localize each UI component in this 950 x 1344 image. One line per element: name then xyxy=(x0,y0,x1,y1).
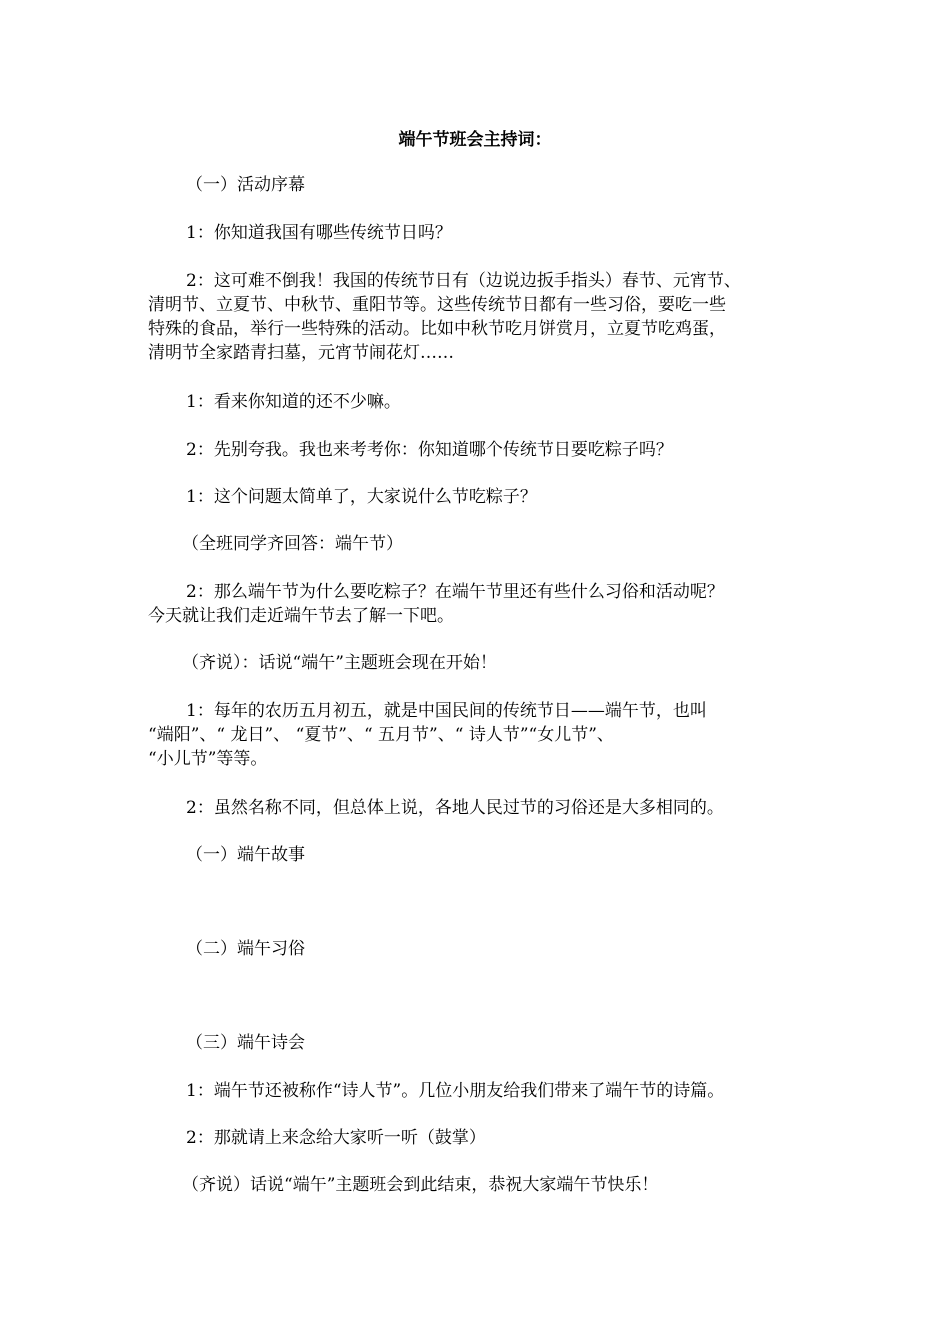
closing-paragraph xyxy=(148,1173,808,1197)
dialogue-paragraph xyxy=(148,699,808,771)
paragraph-line: 特殊的食品，举行一些特殊的活动。比如中秋节吃月饼赏月，立夏节吃鸡蛋， xyxy=(148,319,726,339)
paragraph-line: （齐说）话说“端午”主题班会到此结束，恭祝大家端午节快乐！ xyxy=(182,1175,659,1195)
paragraph-line: （三）端午诗会 xyxy=(186,1033,305,1053)
paragraph-line: （齐说）：话说“端午”主题班会现在开始！ xyxy=(182,653,497,673)
paragraph-line: 清明节、立夏节、中秋节、重阳节等。这些传统节日都有一些习俗，要吃一些 xyxy=(148,295,726,315)
paragraph-line: （一）活动序幕 xyxy=(186,175,305,195)
dialogue-paragraph xyxy=(148,269,808,365)
section-heading-opening xyxy=(148,173,808,197)
paragraph-line: 2：那么端午节为什么要吃粽子？在端午节里还有些什么习俗和活动呢？ xyxy=(186,582,724,602)
paragraph-line: 2：虽然名称不同，但总体上说，各地人民过节的习俗还是大多相同的。 xyxy=(186,798,724,818)
paragraph-line: （一）端午故事 xyxy=(186,845,305,865)
paragraph-line: 2：这可难不倒我！我国的传统节日有（边说边扳手指头）春节、元宵节、 xyxy=(186,271,741,291)
stage-direction xyxy=(148,532,808,556)
dialogue-paragraph xyxy=(148,438,808,462)
section-heading-customs xyxy=(148,937,808,961)
paragraph-line: 清明节全家踏青扫墓，元宵节闹花灯…… xyxy=(148,343,454,363)
page-title: 端午节班会主持词： xyxy=(398,130,552,150)
paragraph-line: 1：你知道我国有哪些传统节日吗？ xyxy=(186,223,452,243)
paragraph-line: 1：端午节还被称作“诗人节”。几位小朋友给我们带来了端午节的诗篇。 xyxy=(186,1081,725,1101)
paragraph-line: “小儿节”等等。 xyxy=(148,749,268,769)
paragraph-line: 1：看来你知道的还不少嘛。 xyxy=(186,392,401,412)
chorus-paragraph xyxy=(148,651,808,675)
dialogue-paragraph xyxy=(148,580,808,628)
section-heading-poetry xyxy=(148,1031,808,1055)
paragraph-line: 2：那就请上来念给大家听一听（鼓掌） xyxy=(186,1128,486,1148)
paragraph-line: 今天就让我们走近端午节去了解一下吧。 xyxy=(148,606,454,626)
paragraph-line: 1：每年的农历五月初五，就是中国民间的传统节日——端午节，也叫 xyxy=(186,701,707,721)
paragraph-line: （二）端午习俗 xyxy=(186,939,305,959)
paragraph-line: “端阳”、“ 龙日”、 “夏节”、“ 五月节”、“ 诗人节”“女儿节”、 xyxy=(148,725,614,745)
dialogue-paragraph xyxy=(148,1079,808,1103)
paragraph-line: 2：先别夸我。我也来考考你：你知道哪个传统节日要吃粽子吗？ xyxy=(186,440,673,460)
paragraph-line: 1：这个问题太简单了，大家说什么节吃粽子？ xyxy=(186,487,537,507)
dialogue-paragraph xyxy=(148,796,808,820)
section-heading-story xyxy=(148,843,808,867)
dialogue-paragraph xyxy=(148,221,808,245)
dialogue-paragraph xyxy=(148,485,808,509)
dialogue-paragraph xyxy=(148,390,808,414)
dialogue-paragraph xyxy=(148,1126,808,1150)
paragraph-line: （全班同学齐回答：端午节） xyxy=(182,534,403,554)
